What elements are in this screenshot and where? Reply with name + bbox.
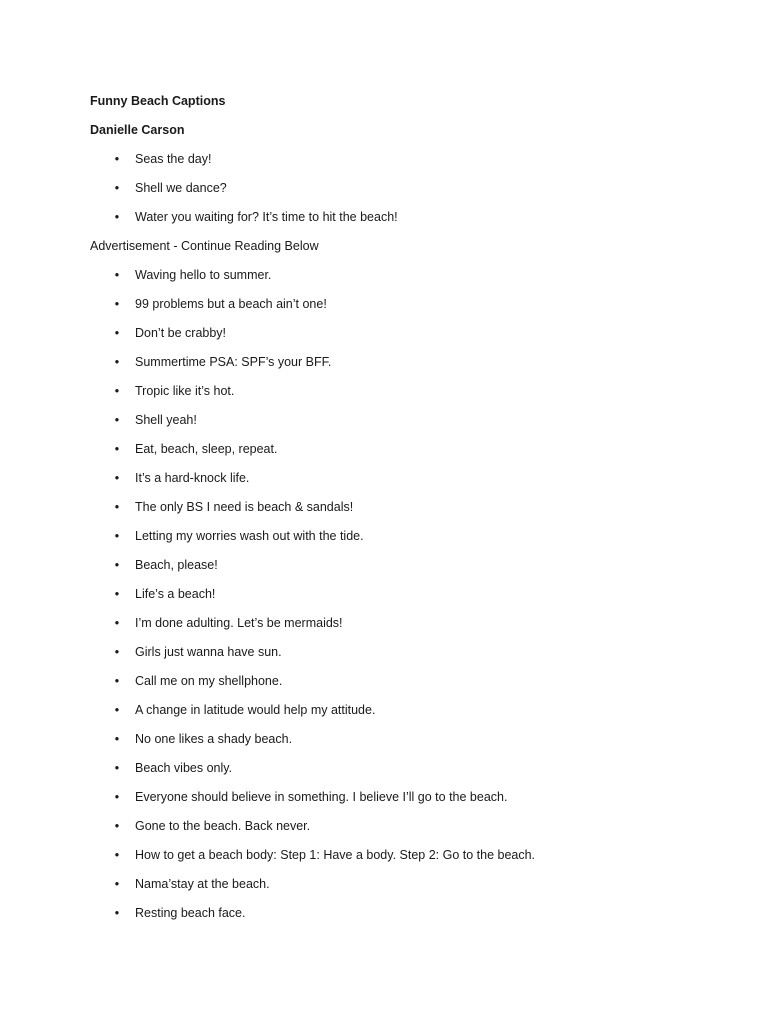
list-item bbox=[90, 383, 710, 400]
list-item-text: How to get a beach body: Step 1: Have a body. Step 2: Go to the beach. bbox=[135, 848, 536, 862]
list-item bbox=[90, 296, 710, 313]
list-item bbox=[90, 702, 710, 719]
list-item-text: Everyone should believe in something. I believe I’ll go to the beach. bbox=[135, 790, 508, 804]
bullet-icon: • bbox=[114, 674, 120, 688]
list-item-text: Water you waiting for? It’s time to hit the beach! bbox=[135, 210, 398, 224]
bullet-icon: • bbox=[114, 268, 120, 282]
bullet-icon: • bbox=[114, 152, 120, 166]
bullet-icon: • bbox=[114, 558, 120, 572]
bullet-icon: • bbox=[114, 587, 120, 601]
list-item bbox=[90, 528, 710, 545]
list-item-text: Shell we dance? bbox=[135, 181, 227, 195]
bullet-icon: • bbox=[114, 500, 120, 514]
list-item-text: No one likes a shady beach. bbox=[135, 732, 293, 746]
list-item bbox=[90, 644, 710, 661]
list-item-text: 99 problems but a beach ain’t one! bbox=[135, 297, 327, 311]
bullet-icon: • bbox=[114, 326, 120, 340]
list-item bbox=[90, 615, 710, 632]
list-item bbox=[90, 905, 710, 922]
list-item-text: Gone to the beach. Back never. bbox=[135, 819, 311, 833]
bullet-icon: • bbox=[114, 616, 120, 630]
list-item bbox=[90, 470, 710, 487]
list-item bbox=[90, 760, 710, 777]
bullet-icon: • bbox=[114, 790, 120, 804]
list-item-text: Summertime PSA: SPF’s your BFF. bbox=[135, 355, 332, 369]
list-item-text: Nama’stay at the beach. bbox=[135, 877, 270, 891]
bullet-icon: • bbox=[114, 413, 120, 427]
list-item bbox=[90, 151, 710, 168]
list-item-text: Tropic like it’s hot. bbox=[135, 384, 235, 398]
bullet-icon: • bbox=[114, 471, 120, 485]
list-item-text: Eat, beach, sleep, repeat. bbox=[135, 442, 278, 456]
list-item-text: Resting beach face. bbox=[135, 906, 246, 920]
list-item bbox=[90, 789, 710, 806]
list-item bbox=[90, 557, 710, 574]
document-author: Danielle Carson bbox=[90, 123, 185, 137]
bullet-icon: • bbox=[114, 645, 120, 659]
bullet-icon: • bbox=[114, 181, 120, 195]
list-item bbox=[90, 209, 710, 226]
bullet-icon: • bbox=[114, 877, 120, 891]
list-item-text: Letting my worries wash out with the tide. bbox=[135, 529, 364, 543]
list-item bbox=[90, 499, 710, 516]
list-item-text: Girls just wanna have sun. bbox=[135, 645, 282, 659]
bullet-icon: • bbox=[114, 819, 120, 833]
list-item bbox=[90, 586, 710, 603]
caption-list-1 bbox=[90, 151, 710, 226]
list-item-text: Call me on my shellphone. bbox=[135, 674, 283, 688]
list-item-text: Seas the day! bbox=[135, 152, 212, 166]
list-item-text: A change in latitude would help my attitude. bbox=[135, 703, 376, 717]
list-item bbox=[90, 180, 710, 197]
bullet-icon: • bbox=[114, 529, 120, 543]
list-item bbox=[90, 876, 710, 893]
list-item bbox=[90, 354, 710, 371]
bullet-icon: • bbox=[114, 442, 120, 456]
bullet-icon: • bbox=[114, 384, 120, 398]
caption-list-2 bbox=[90, 267, 710, 922]
list-item bbox=[90, 731, 710, 748]
list-item-text: Beach, please! bbox=[135, 558, 218, 572]
list-item bbox=[90, 325, 710, 342]
list-item bbox=[90, 847, 710, 864]
bullet-icon: • bbox=[114, 210, 120, 224]
bullet-icon: • bbox=[114, 848, 120, 862]
list-item-text: Beach vibes only. bbox=[135, 761, 233, 775]
advertisement-notice: Advertisement - Continue Reading Below bbox=[90, 239, 319, 253]
list-item bbox=[90, 818, 710, 835]
list-item-text: Shell yeah! bbox=[135, 413, 197, 427]
list-item bbox=[90, 441, 710, 458]
list-item-text: Life’s a beach! bbox=[135, 587, 216, 601]
list-item-text: Waving hello to summer. bbox=[135, 268, 272, 282]
bullet-icon: • bbox=[114, 355, 120, 369]
bullet-icon: • bbox=[114, 761, 120, 775]
bullet-icon: • bbox=[114, 906, 120, 920]
list-item-text: The only BS I need is beach & sandals! bbox=[135, 500, 354, 514]
bullet-icon: • bbox=[114, 732, 120, 746]
document-title: Funny Beach Captions bbox=[90, 94, 226, 108]
list-item-text: I’m done adulting. Let’s be mermaids! bbox=[135, 616, 343, 630]
document-page bbox=[90, 93, 710, 934]
list-item-text: It’s a hard-knock life. bbox=[135, 471, 250, 485]
list-item-text: Don’t be crabby! bbox=[135, 326, 227, 340]
list-item bbox=[90, 412, 710, 429]
bullet-icon: • bbox=[114, 703, 120, 717]
list-item bbox=[90, 673, 710, 690]
list-item bbox=[90, 267, 710, 284]
bullet-icon: • bbox=[114, 297, 120, 311]
